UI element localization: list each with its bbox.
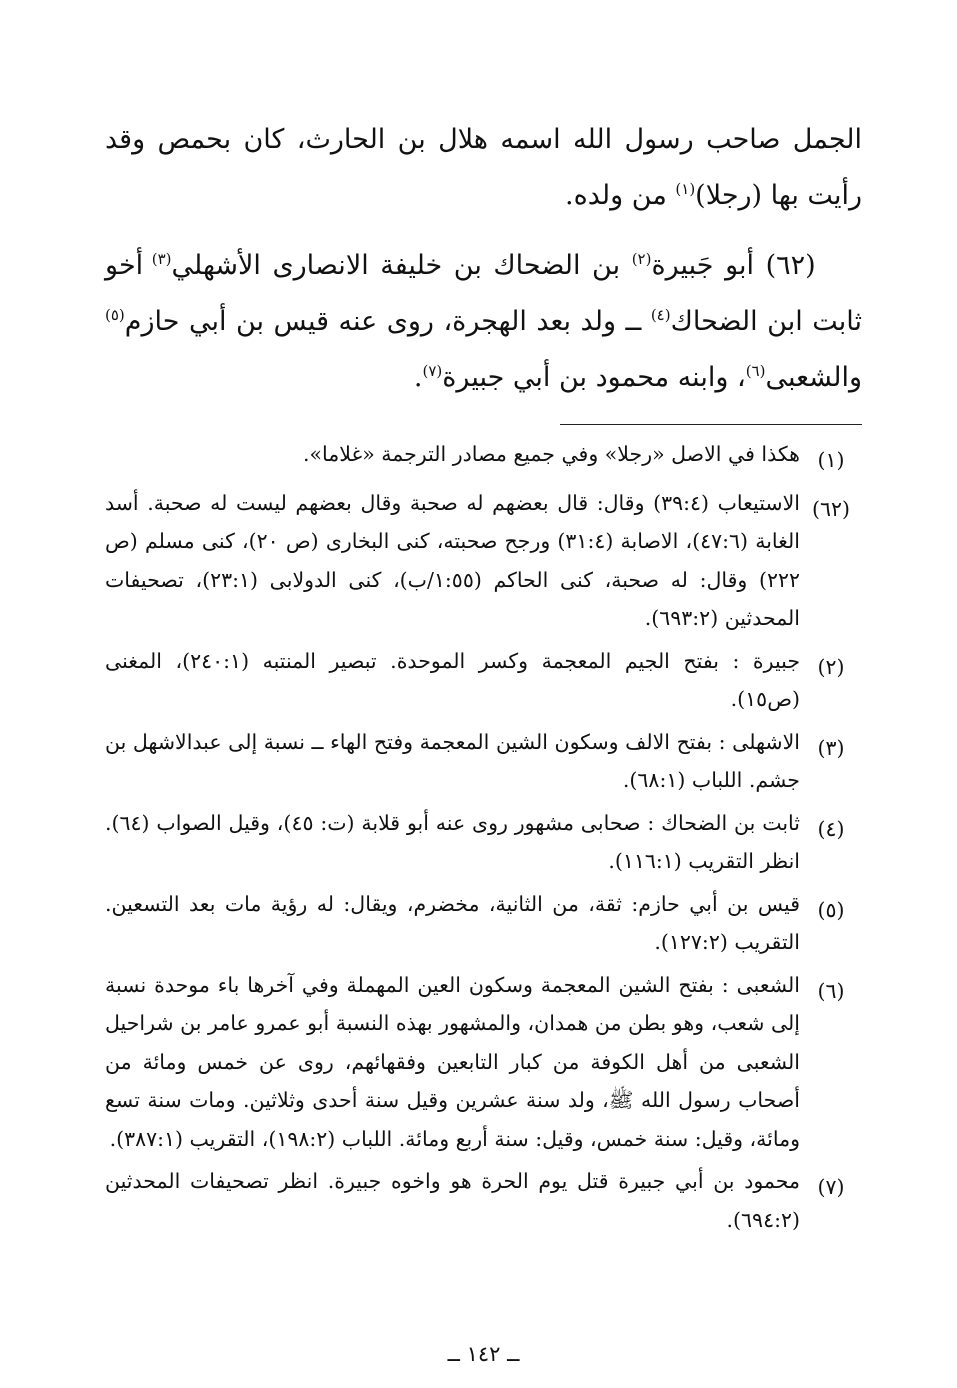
page — [105, 112, 862, 1366]
footnote-number: (٣) — [817, 735, 845, 760]
footnote-number: (٦) — [817, 978, 845, 1003]
paragraph-text: من ولده. — [565, 180, 676, 211]
paragraph-text: . — [413, 362, 423, 393]
paragraph-text: والشعبى — [765, 362, 862, 393]
footnote-text: ثابت بن الضحاك : صحابى مشهور روى عنه أبو قلابة (ت: ٤٥)، وقيل الصواب (٦٤). انظر التقريب (١١٦:١). — [105, 810, 800, 873]
footnote-ref: (٦) — [745, 362, 766, 380]
paragraph-text: ــ ولد بعد الهجرة، روى عنه قيس بن أبي حازم — [124, 306, 651, 337]
paragraph-text: ، وابنه محمود بن أبي جبيرة — [442, 362, 746, 393]
footnote — [105, 642, 862, 719]
paragraph-text: الجمل صاحب رسول الله اسمه هلال بن الحارث، كان بحمص وقد رأيت بها (رجلا) — [105, 124, 862, 211]
footnote-ref: (٢) — [631, 250, 652, 268]
footnote-number: (٤) — [817, 816, 845, 841]
paragraph-text: بن الضحاك بن خليفة الانصارى الأشهلي — [171, 250, 632, 281]
footnote-number: (٥) — [817, 897, 845, 922]
footnote-text: الاشهلى : بفتح الالف وسكون الشين المعجمة وفتح الهاء ــ نسبة إلى عبدالاشهل بن جشم. اللباب (٦٨:١). — [105, 729, 800, 792]
footnote — [105, 484, 862, 638]
footnote-text: الشعبى : بفتح الشين المعجمة وسكون العين المهملة وفي آخرها باء موحدة نسبة إلى شعب، وهو بطن من همدان، والمشهور بهذه النسبة أبو عمرو عامر بن شراحيل الشعبى من أهل الكوفة من كبار التابعين وفقهائهم، روى عن خمس ومائة من أصحاب رسول الله ﷺ، ولد سنة عشرين وقيل سنة أحدى وثلاثين. ومات سنة تسع ومائة، وقيل: سنة خمس، وقيل: سنة أربع ومائة. اللباب (١٩٨:٢)، التقريب (٣٨٧:١). — [105, 972, 800, 1151]
footnote-ref: (١) — [675, 180, 696, 198]
footnote — [105, 723, 862, 800]
footnote-number: (٦٢) — [811, 496, 851, 521]
footnote-text: محمود بن أبي جبيرة قتل يوم الحرة هو واخوه جبيرة. انظر تصحيفات المحدثين (٦٩٤:٢). — [105, 1169, 800, 1232]
footnote — [105, 435, 862, 480]
footnote-text: جبيرة : بفتح الجيم المعجمة وكسر الموحدة. تبصير المنتبه (٢٤٠:١)، المغنى (ص١٥). — [105, 648, 800, 711]
footnote-text: هكذا في الاصل «رجلا» وفي جميع مصادر الترجمة «غلاما». — [303, 442, 800, 466]
footnote — [105, 966, 862, 1159]
paragraph-entry-62 — [105, 238, 862, 406]
main-text — [105, 112, 862, 406]
page-number: ــ ١٤٢ ــ — [447, 1342, 520, 1366]
footnote-text: قيس بن أبي حازم: ثقة، من الثانية، مخضرم، ويقال: له رؤية مات بعد التسعين. التقريب (١٢٧:٢). — [105, 891, 800, 954]
paragraph-continuation — [105, 112, 862, 224]
footnote-ref: (٥) — [105, 306, 125, 324]
paragraph-text: (٦٢) أبو جَبيرة — [651, 250, 816, 281]
footnote-separator — [560, 424, 862, 425]
footnote-ref: (٧) — [422, 362, 443, 380]
footnote — [105, 804, 862, 881]
footnote-ref: (٤) — [650, 306, 671, 324]
footnotes — [105, 435, 862, 1239]
footnote-number: (٧) — [817, 1175, 845, 1199]
paragraph-text: أخو ثابت ابن الضحاك — [105, 250, 862, 337]
footnote — [105, 885, 862, 962]
footnote-ref: (٣) — [151, 250, 172, 268]
footnote-text: الاستيعاب (٣٩:٤) وقال: قال بعضهم له صحبة وقال بعضهم ليست له صحبة. أسد الغابة (٤٧:٦)، الاصابة (٣١:٤) ورجح صحبته، كنى البخارى (ص ٢٠)، كنى مسلم (ص ٢٢٢) وقال: له صحبة، كنى الحاكم (١:٥٥/ب)، كنى الدولابى (٢٣:١)، تصحيفات المحدثين (٦٩٣:٢). — [105, 490, 800, 630]
footnote — [105, 1162, 862, 1239]
footnote-number: (١) — [817, 448, 845, 472]
footnote-number: (٢) — [817, 654, 845, 679]
